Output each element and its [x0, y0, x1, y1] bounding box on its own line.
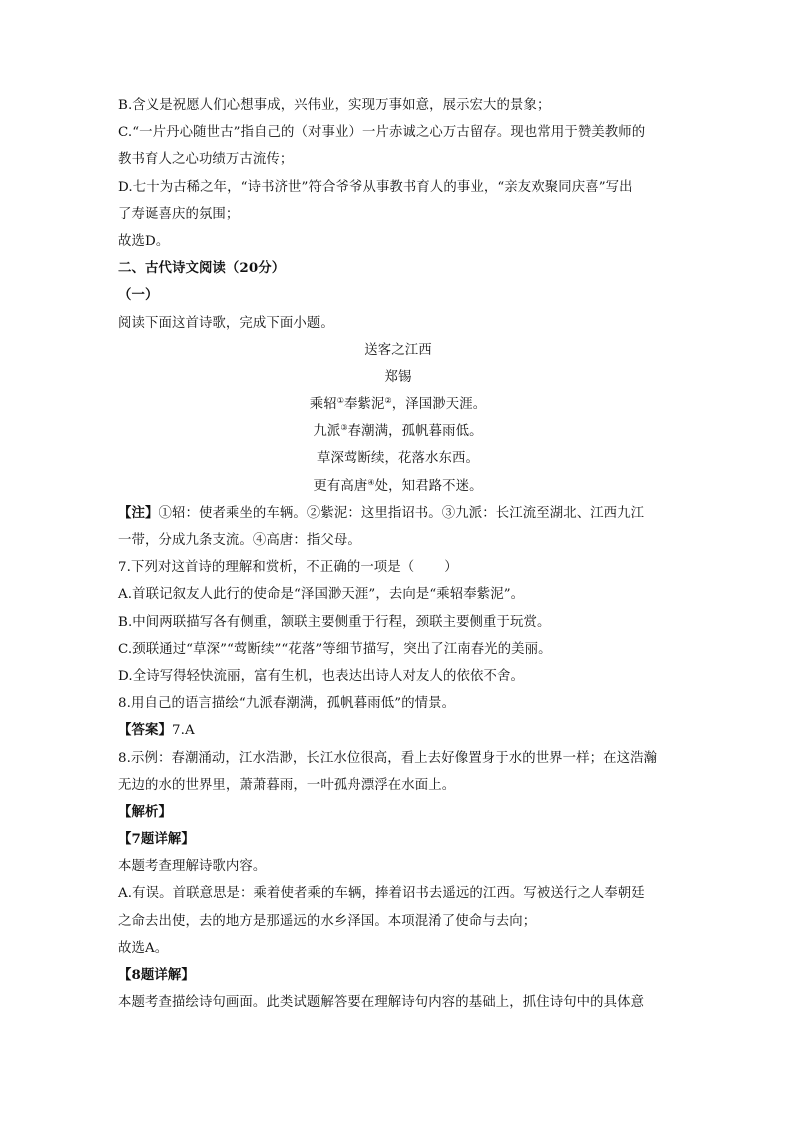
answer-8-line1: 8.示例：春潮涌动，江水浩渺，长江水位很高，看上去好像置身于水的世界一样；在这浩瀚: [118, 750, 658, 766]
question-text: ）: [444, 560, 458, 576]
section-title: 二、古代诗文阅读（20分）: [118, 260, 286, 277]
poem-text: 乘轺: [309, 397, 337, 413]
sub-section-title: （一）: [118, 287, 159, 304]
poem-text: ，泽国渺天涯。: [391, 397, 487, 413]
notes-line-2: 一带，分成九条支流。④高唐：指父母。: [118, 533, 361, 548]
prev-option-c-line1: C.“一片丹心随世古”指自己的（对事业）一片赤诚之心万古留存。现也常用于赞美教师的: [118, 125, 646, 141]
document-page: [118, 92, 678, 1016]
detail-8-intro: 本题考查描绘诗句画面。此类试题解答要在理解诗句内容的基础上，抓住诗句中的具体意: [118, 995, 645, 1011]
question-8-stem: 8.用自己的语言描绘“九派春潮满，孤帆暮雨低”的情景。: [118, 696, 456, 712]
detail-7-a-line2: 之命去出使，去的地方是那遥远的水乡泽国。本项混淆了使命与去向；: [118, 913, 537, 929]
detail-8-label: 【8题详解】: [118, 967, 195, 983]
detail-7-conclusion: 故选A。: [118, 940, 169, 956]
prev-option-d-line2: 了寿诞喜庆的氛围；: [118, 206, 240, 222]
footnote-marker: ①: [336, 396, 345, 406]
answer-text: 7.A: [171, 723, 195, 739]
poem-line-3: 草深莺断续，花落水东西。: [317, 451, 479, 467]
poem-text: 春潮满，孤帆暮雨低。: [347, 424, 483, 440]
detail-7-intro: 本题考查理解诗歌内容。: [118, 859, 267, 875]
question-7-option-d: D.全诗写得轻快流丽，富有生机，也表达出诗人对友人的依依不舍。: [118, 668, 524, 684]
question-7-option-c: C.颈联通过“草深”“莺断续”“花落”等细节描写，突出了江南春光的美丽。: [118, 641, 552, 657]
note-label: 【注】: [118, 504, 159, 521]
poem-author: 郑锡: [384, 369, 412, 385]
note-text: ①轺：使者乘坐的车辆。②紫泥：这里指诏书。③九派：长江流至湖北、江西九江: [158, 505, 645, 521]
footnote-marker: ②: [384, 396, 392, 406]
question-text: 7.下列对这首诗的理解和赏析，不正确的一项是（: [118, 560, 415, 576]
prev-conclusion: 故选D。: [118, 233, 170, 249]
question-7-option-b: B.中间两联描写各有侧重，颔联主要侧重于行程，颈联主要侧重于玩赏。: [118, 614, 551, 630]
prev-option-c-line2: 教书育人之心功绩万古流传；: [118, 152, 294, 168]
poem-line-1: [118, 391, 678, 418]
answer-8-line2: 无边的水的世界里，萧萧暮雨，一叶孤舟漂浮在水面上。: [118, 777, 456, 793]
poem-text: 处，知君路不迷。: [374, 478, 483, 494]
answer-label: 【答案】: [118, 722, 172, 739]
poem-text: 更有高唐: [313, 478, 368, 494]
analysis-label: 【解析】: [118, 803, 172, 820]
poem-line-2: [118, 418, 678, 445]
poem-title: 送客之江西: [364, 342, 432, 358]
poem-text: 奉紫泥: [344, 397, 385, 413]
prev-option-b: B.含义是祝愿人们心想事成，兴伟业，实现万事如意，展示宏大的景象；: [118, 98, 551, 113]
question-7-option-a: A.首联记叙友人此行的使命是“泽国渺天涯”，去向是“乘轺奉紫泥”。: [118, 587, 525, 603]
question-7-stem: [118, 554, 678, 581]
detail-7-label: 【7题详解】: [118, 831, 195, 848]
prev-option-d-line1: D.七十为古稀之年，“诗书济世”符合爷爷从事教书育人的事业，“亲友欢聚同庆喜”写出: [118, 179, 633, 195]
answer-line: [118, 717, 678, 744]
detail-7-a-line1: A.有误。首联意思是：乘着使者乘的车辆，捧着诏书去遥远的江西。写被送行之人奉朝廷: [118, 886, 645, 902]
footnote-marker: ④: [367, 477, 375, 487]
footnote-marker: ③: [340, 423, 348, 433]
poem-text: 九派: [313, 424, 341, 440]
instruction: 阅读下面这首诗歌，完成下面小题。: [118, 315, 334, 331]
poem-line-4: [118, 473, 678, 500]
notes-line-1: [118, 500, 678, 527]
